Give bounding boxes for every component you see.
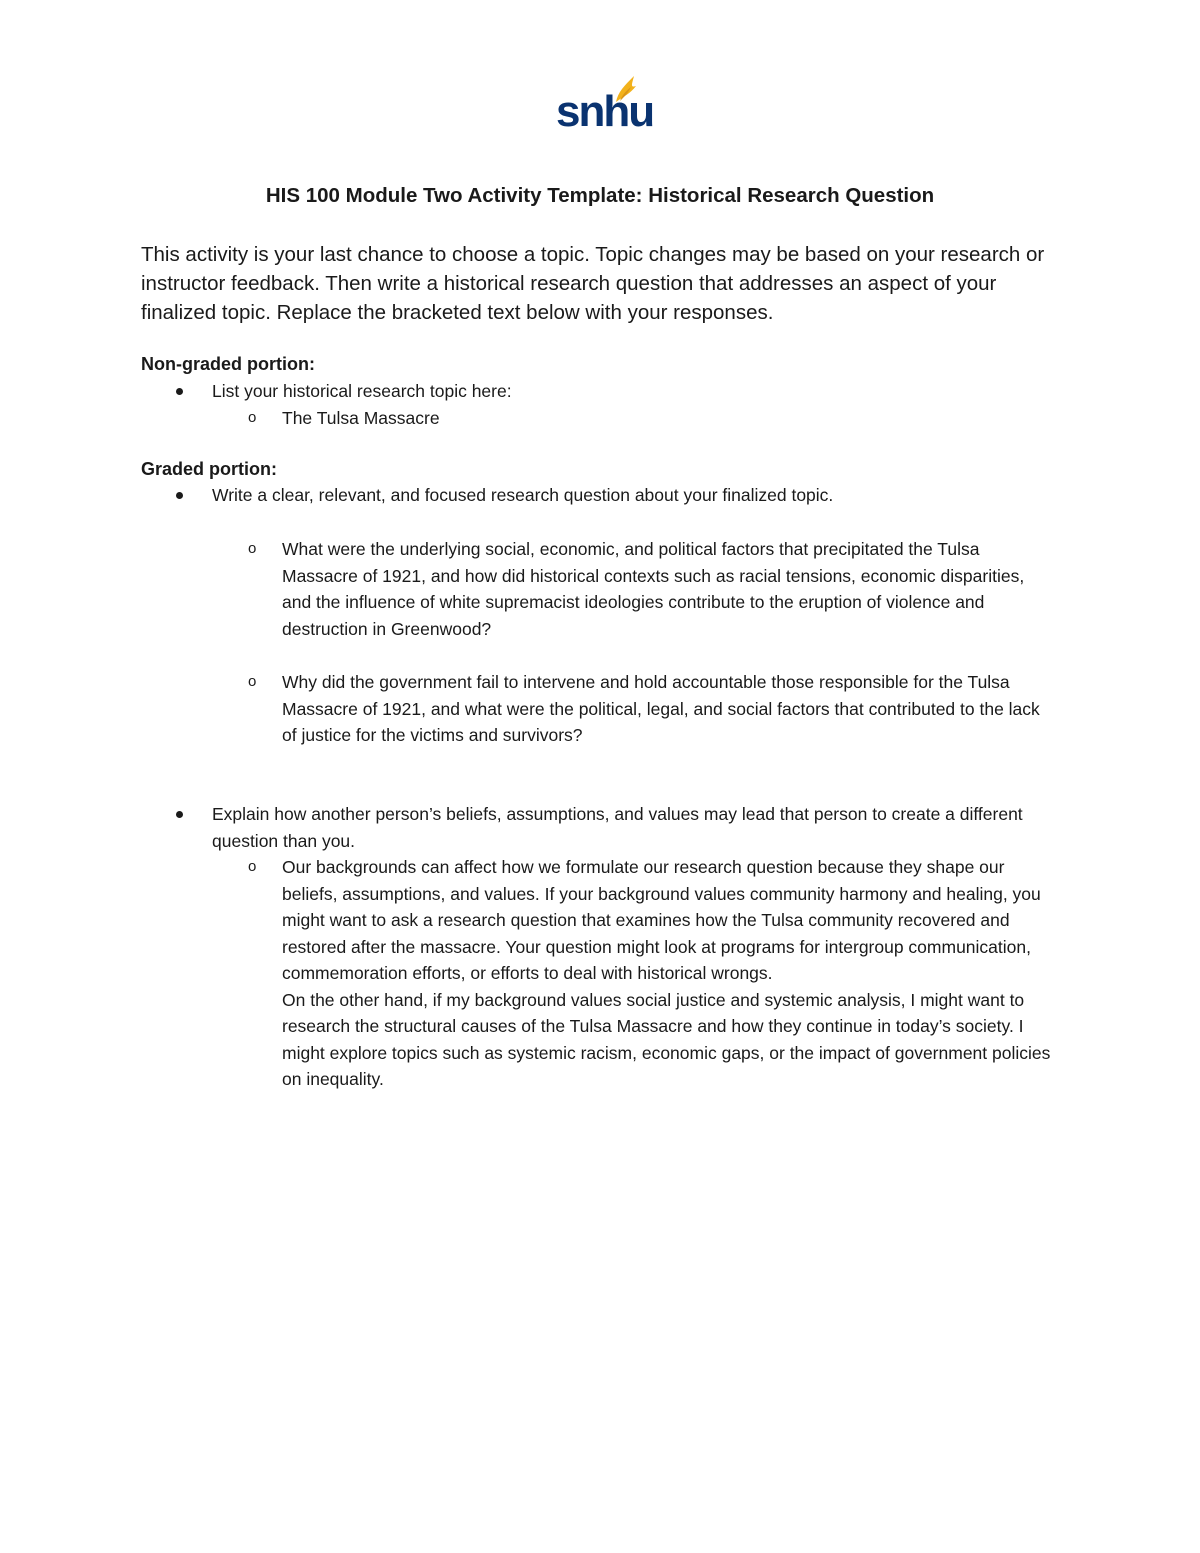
sub-bullet-marker: o: [248, 540, 257, 557]
perspective-answer-paragraph-1: Our backgrounds can affect how we formulate our research question because they shape our beliefs, assumptions, and values. If your background values community harmony and healing, you might want to ask a research question that examines how the Tulsa community recovered and restored after the massacre. Your question might look at programs for intergroup communication, commemoration efforts, or efforts to deal with historical wrongs.: [282, 857, 1041, 983]
bullet-icon: [176, 388, 183, 395]
sub-bullet-marker: o: [248, 409, 257, 426]
perspective-answer-paragraph-2: On the other hand, if my background values social justice and systemic analysis, I might want to research the structural causes of the Tulsa Massacre and how they continue in today’s society. I might explore topics such as systemic racism, economic gaps, or the impact of government policies on inequality.: [282, 989, 1051, 1089]
sub-bullet-marker: o: [248, 858, 257, 875]
graded-heading: Graded portion:: [141, 459, 277, 479]
topic-prompt: List your historical research topic here:: [212, 381, 512, 401]
perspective-prompt: Explain how another person’s beliefs, assumptions, and values may lead that person to create a different question than you.: [212, 804, 1023, 851]
question-prompt: Write a clear, relevant, and focused research question about your finalized topic.: [212, 485, 834, 505]
logo-wordmark: snhu: [556, 87, 654, 136]
intro-paragraph: This activity is your last chance to choose a topic. Topic changes may be based on your research or instructor feedback. Then write a historical research question that addresses an aspect of your finalized topic. Replace the bracketed text below with your responses.: [141, 243, 1045, 324]
document-title: HIS 100 Module Two Activity Template: Historical Research Question: [265, 184, 935, 207]
non-graded-heading: Non-graded portion:: [141, 354, 315, 374]
sub-bullet-marker: o: [248, 673, 257, 690]
bullet-icon: [176, 492, 183, 499]
research-question-1: What were the underlying social, economic, and political factors that precipitated the Tulsa Massacre of 1921, and how did historical contexts such as racial tensions, economic disparities, and the influence of white supremacist ideologies contribute to the eruption of violence and destruction in Greenwood?: [282, 539, 1025, 639]
bullet-icon: [176, 811, 183, 818]
perspective-answer: [282, 854, 1057, 1093]
snhu-logo: [556, 74, 654, 136]
topic-answer: The Tulsa Massacre: [282, 408, 440, 428]
research-question-2: Why did the government fail to intervene and hold accountable those responsible for the Tulsa Massacre of 1921, and what were the political, legal, and social factors that contributed to the lack of justice for the victims and survivors?: [282, 672, 1040, 745]
